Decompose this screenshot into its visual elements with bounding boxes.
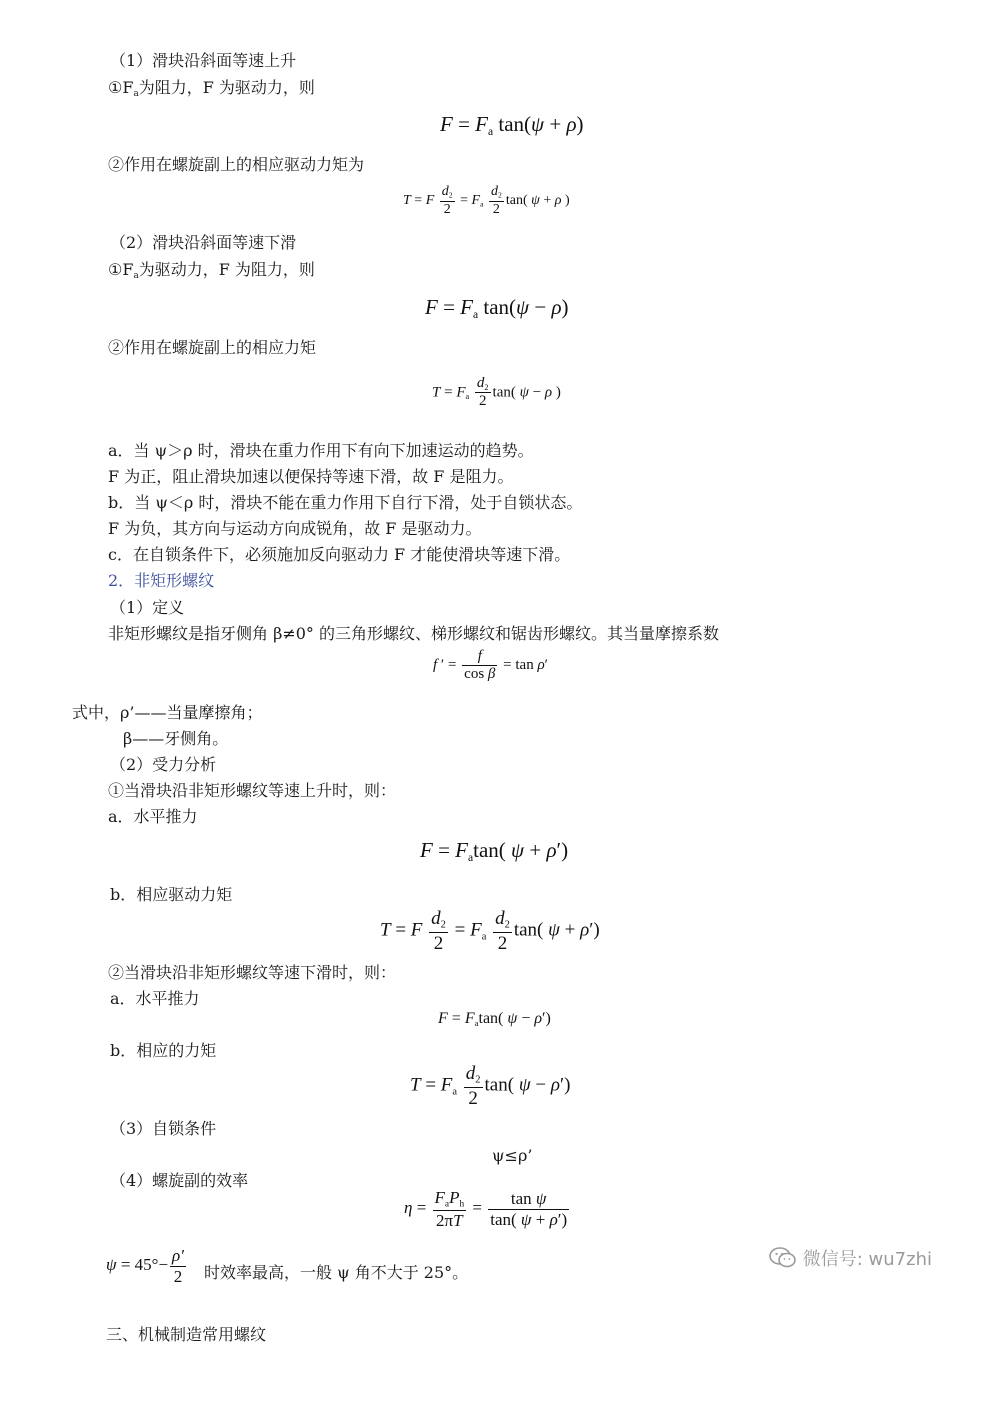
eq-5: f ′ = $\frac{f}{\text{cos β}}$ = tan ρ′ (433, 648, 548, 683)
up-title: ①当滑块沿非矩形螺纹等速上升时，则： (108, 781, 397, 800)
wechat-icon (769, 1246, 797, 1270)
eff-title: （4）螺旋副的效率 (110, 1171, 249, 1190)
s2-a-post: 为驱动力，F 为阻力，则 (138, 260, 315, 279)
note-b2: F 为负，其方向与运动方向成锐角，故 F 是驱动力。 (108, 519, 482, 538)
eq-7: T = F $\frac{d_2}{2}$ = $F_a$ $\frac{d_2}{2}$ tan( ψ + ρ′) (380, 908, 600, 954)
note-a: a．当 ψ＞ρ 时，滑块在重力作用下有向下加速运动的趋势。 (108, 441, 534, 460)
s1-b: ②作用在螺旋副上的相应驱动力矩为 (108, 155, 365, 174)
heading-3: 三、机械制造常用螺纹 (106, 1325, 267, 1344)
where-2: β——牙侧角。 (123, 729, 229, 748)
s1-a-pre: ①F (108, 78, 134, 97)
s1-a-post: 为阻力，F 为驱动力，则 (138, 78, 315, 97)
eq-4: $T = F_a$ $\frac{d_2}{2}$ tan( ψ − ρ ) (432, 375, 561, 410)
s2-a-sub: a (133, 271, 139, 282)
note-b: b．当 ψ＜ρ 时，滑块不能在重力作用下自行下滑，处于自锁状态。 (108, 493, 583, 512)
note-a2: F 为正，阻止滑块加速以便保持等速下滑，故 F 是阻力。 (108, 467, 514, 486)
heading-2: 2．非矩形螺纹 (108, 571, 215, 590)
down-a: a．水平推力 (110, 989, 200, 1008)
eq-3: $F = F_a$ tan(ψ − ρ) (425, 295, 569, 322)
eq-11: ψ = 45°− $\frac{\rho'}{2}$ (106, 1246, 184, 1286)
down-title: ②当滑块沿非矩形螺纹等速下滑时，则： (108, 963, 397, 982)
eff-text: 时效率最高，一般 ψ 角不大于 25°。 (204, 1263, 469, 1282)
s1-a (108, 77, 315, 105)
lock-title: （3）自锁条件 (110, 1119, 217, 1138)
eq-2: T = F $\frac{d_2}{2}$ = $F_a$ $\frac{d_2}{2}$ tan( ψ + ρ ) (403, 184, 570, 217)
s2-a (108, 259, 315, 287)
up-b: b．相应驱动力矩 (110, 885, 233, 904)
watermark-text: 微信号: wu7zhi (802, 1249, 932, 1270)
s1-title: （1）滑块沿斜面等速上升 (110, 51, 297, 70)
def-title: （1）定义 (110, 598, 185, 617)
where-1: 式中，ρ’——当量摩擦角； (72, 703, 263, 722)
s1-a-sub: a (133, 89, 139, 100)
lock-eq: ψ≤ρ’ (492, 1146, 533, 1165)
s2-b: ②作用在螺旋副上的相应力矩 (108, 338, 317, 357)
note-c: c．在自锁条件下，必须施加反向驱动力 F 才能使滑块等速下滑。 (108, 545, 571, 564)
eq-10: η = $\frac{F_aP_h}{2\pi T}$ = $\frac{\text{tan ψ}}{\tan( \psi + \rho')}$ (404, 1188, 568, 1230)
eq-6: $F = F_a\tan$( ψ + ρ′) (420, 838, 569, 865)
eq-8: $F = F_a\tan$( ψ − ρ′) (438, 1010, 551, 1029)
force-title: （2）受力分析 (110, 755, 217, 774)
def-text: 非矩形螺纹是指牙侧角 β≠0° 的三角形螺纹、梯形螺纹和锯齿形螺纹。其当量摩擦系数 (108, 624, 720, 643)
down-b: b．相应的力矩 (110, 1041, 217, 1060)
s2-a-pre: ①F (108, 260, 134, 279)
eq-9: $T = F_a$ $\frac{d_2}{2}$ tan( ψ − ρ′) (410, 1063, 571, 1109)
eq-1: $F = F_a$ tan(ψ + ρ) (440, 112, 584, 139)
wechat-watermark (769, 1245, 932, 1271)
s2-title: （2）滑块沿斜面等速下滑 (110, 233, 297, 252)
up-a: a．水平推力 (108, 807, 198, 826)
